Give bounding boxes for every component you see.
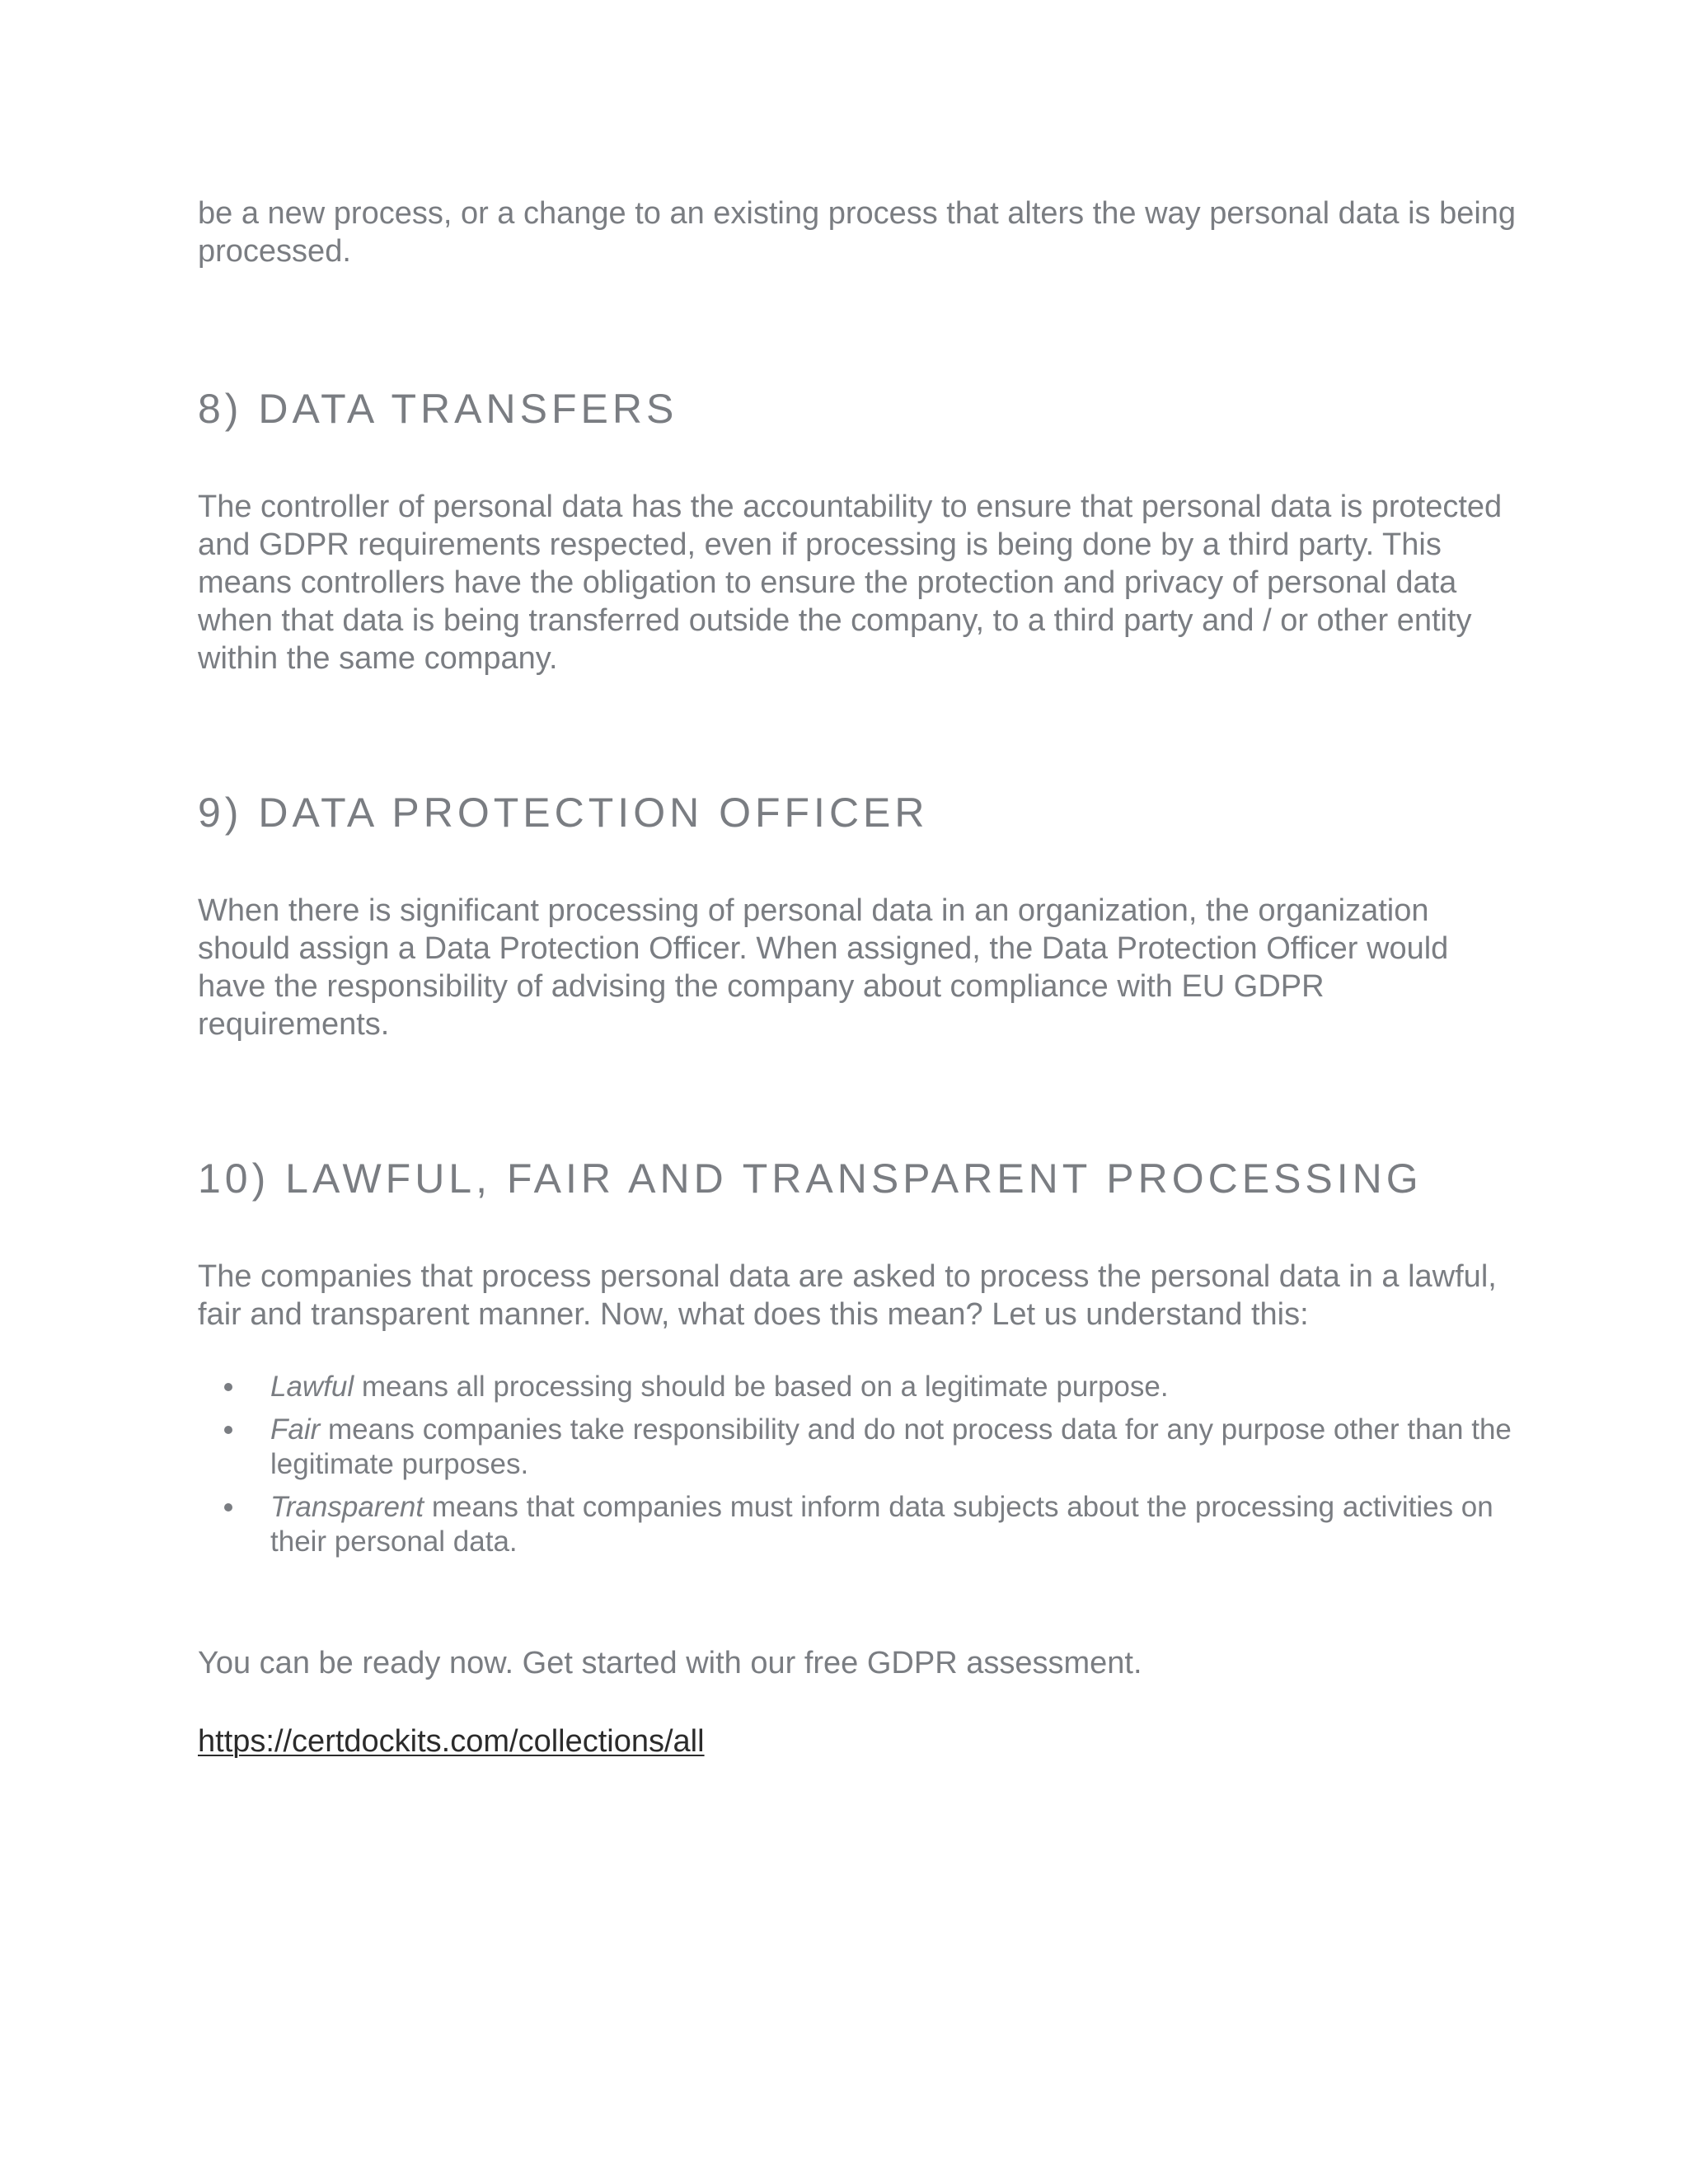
bullet-icon <box>224 1426 232 1434</box>
section-8-heading-block <box>198 384 1517 434</box>
list-item-text: means that companies must inform data subjects about the processing activities on their personal data. <box>270 1491 1493 1558</box>
lawful-bullets-block <box>198 1370 1517 1568</box>
section-9-body-block <box>198 892 1517 1043</box>
cta-block <box>198 1644 1517 1682</box>
collections-link[interactable]: https://certdockits.com/collections/all <box>198 1724 705 1759</box>
list-item <box>198 1490 1515 1559</box>
intro-paragraph-block <box>198 194 1517 270</box>
list-item-term: Transparent <box>270 1491 424 1523</box>
intro-paragraph: be a new process, or a change to an existing process that alters the way personal data is being processed. <box>198 196 1517 269</box>
section-body-dpo: When there is significant processing of personal data in an organization, the organization should assign a Data Protection Officer. When assigned, the Data Protection Officer would have the responsibility of advising the company about compliance with EU GDPR requirements. <box>198 893 1449 1042</box>
section-9-heading-block <box>198 788 1517 837</box>
list-item-term: Lawful <box>270 1371 354 1403</box>
section-heading-lawful-processing: 10) LAWFUL, FAIR AND TRANSPARENT PROCESSING <box>198 1155 1423 1202</box>
section-body-lawful-processing: The companies that process personal data are asked to process the personal data in a lawful, fair and transparent manner. Now, what does this mean? Let us understand this: <box>198 1259 1497 1332</box>
section-body-data-transfers: The controller of personal data has the accountability to ensure that personal data is protected and GDPR requirements respected, even if processing is being done by a third party. This means controllers have the obligation to ensure the protection and privacy of personal data when that data is being transferred outside the company, to a third party and / or other entity within the same company. <box>198 490 1503 676</box>
bullet-icon <box>224 1503 232 1511</box>
section-10-heading-block <box>198 1154 1517 1203</box>
section-8-body-block <box>198 488 1517 677</box>
section-10-body-block <box>198 1258 1517 1333</box>
section-heading-dpo: 9) DATA PROTECTION OFFICER <box>198 790 929 836</box>
list-item <box>198 1413 1515 1482</box>
list-item-text: means companies take responsibility and do not process data for any purpose other than the legitimate purposes. <box>270 1413 1512 1480</box>
list-item <box>198 1370 1515 1404</box>
principles-list <box>198 1370 1517 1559</box>
cta-text: You can be ready now. Get started with our free GDPR assessment. <box>198 1646 1142 1680</box>
list-item-text: means all processing should be based on a legitimate purpose. <box>354 1371 1169 1403</box>
bullet-icon <box>224 1383 232 1391</box>
list-item-term: Fair <box>270 1413 321 1446</box>
section-heading-data-transfers: 8) DATA TRANSFERS <box>198 386 678 432</box>
cta-link-block <box>198 1722 1517 1760</box>
